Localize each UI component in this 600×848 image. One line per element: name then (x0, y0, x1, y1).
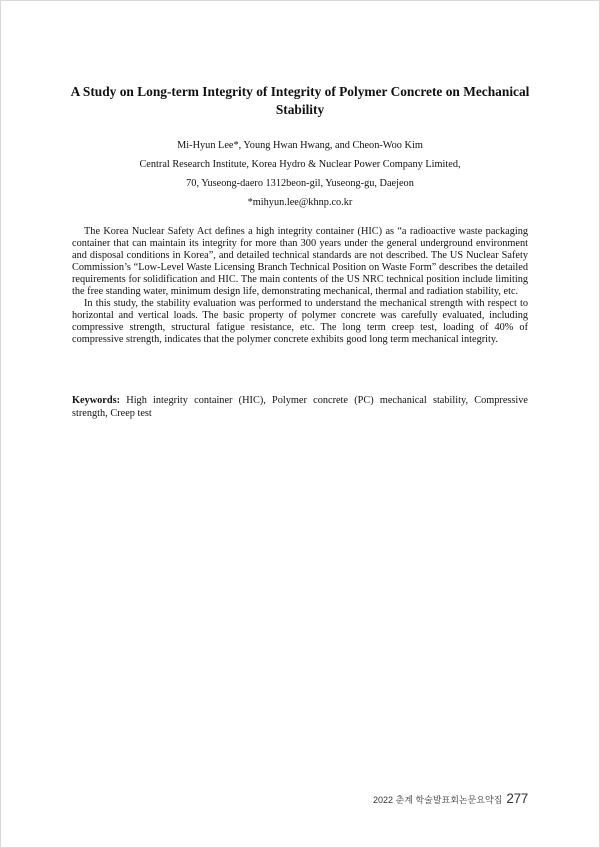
abstract-paragraph-2: In this study, the stability evaluation was performed to understand the mechanical strength with respect to horizontal and vertical loads. The basic property of polymer concrete was carefully evaluated, including compressive strength, structural fatigue resistance, etc. The long term creep test, loading of 40% of compressive strength, indicates that the polymer concrete exhibits good long term mechanical integrity. (72, 298, 528, 345)
page-footer (373, 790, 528, 808)
keywords-label: Keywords: (72, 395, 121, 406)
address: 70, Yuseong-daero 1312beon-gil, Yuseong-gu, Daejeon (186, 178, 414, 189)
abstract-paragraph-1: The Korea Nuclear Safety Act defines a high integrity container (HIC) as “a radioactive waste packaging container that can maintain its integrity for more than 300 years under the general underground environment and disposal conditions in Korea”, and detailed technical standards are not described. The US Nuclear Safety Commission’s “Low-Level Waste Licensing Branch Technical Position on Waste Form” describes the detailed requirements for solidification and HIC. The main contents of the US NRC technical position include limiting the free standing water, minimum design life, demonstrating mechanical, thermal and radiation stability, etc. (72, 226, 528, 297)
affiliation: Central Research Institute, Korea Hydro & Nuclear Power Company Limited, (139, 159, 461, 170)
email: *mihyun.lee@khnp.co.kr (247, 197, 353, 208)
abstract (72, 226, 528, 346)
page-number: 277 (506, 791, 528, 806)
paper-title: A Study on Long-term Integrity of Integrity of Polymer Concrete on Mechanical Stability (70, 84, 530, 117)
author-block (60, 139, 540, 215)
keywords-text: High integrity container (HIC), Polymer concrete (PC) mechanical stability, Compressive strength, Creep test (72, 395, 528, 419)
keywords (72, 394, 528, 420)
authors: Mi-Hyun Lee*, Young Hwan Hwang, and Cheon-Woo Kim (177, 140, 423, 151)
conference-name: 2022 춘계 학술발표회논문요약집 (373, 795, 503, 805)
